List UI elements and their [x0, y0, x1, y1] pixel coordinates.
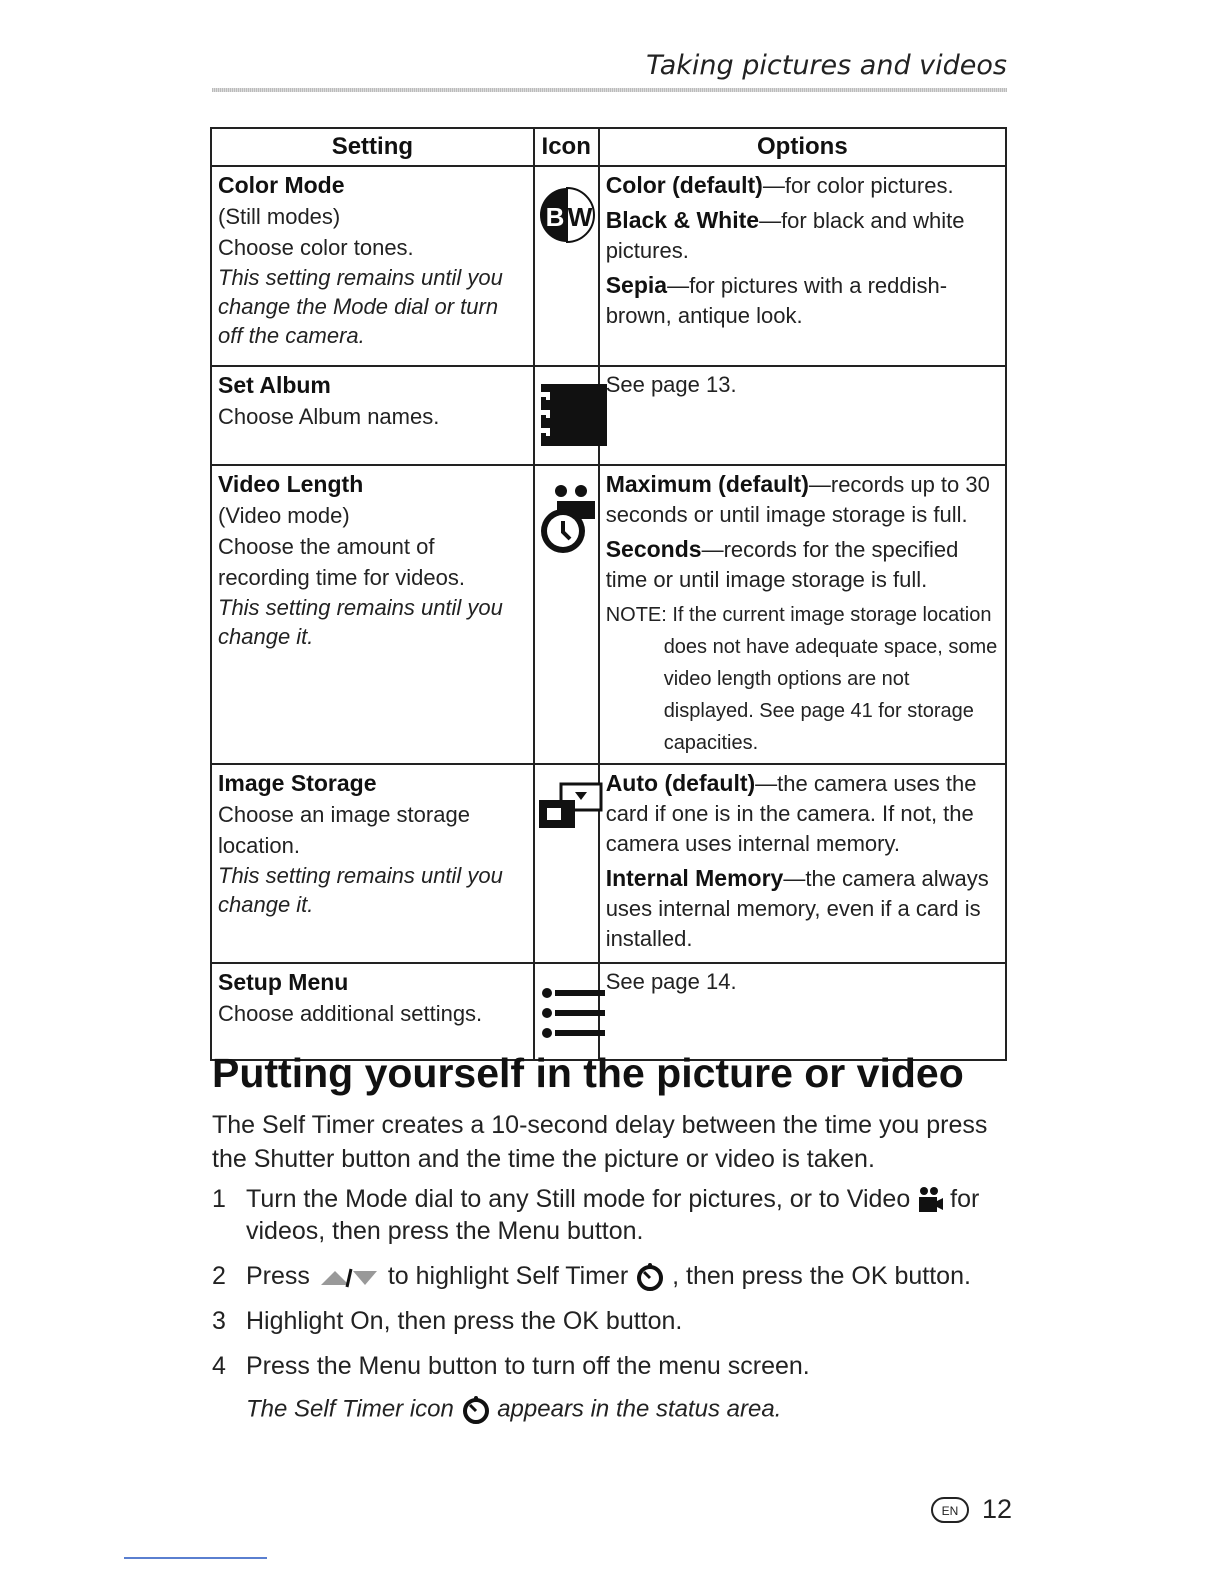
option-sepia: Sepia—for pictures with a reddish-brown, antique look. — [605, 272, 948, 328]
self-timer-icon — [635, 1262, 665, 1292]
options-cell — [599, 366, 1006, 465]
footer-rule — [124, 1557, 267, 1559]
svg-text:B: B — [545, 202, 565, 232]
self-timer-icon — [461, 1395, 491, 1425]
setting-description: Choose the amount of recording time for videos. — [218, 534, 465, 590]
settings-table — [210, 127, 1007, 1061]
page-header — [212, 50, 1007, 94]
icon-cell — [534, 963, 599, 1060]
step-result: The Self Timer icon appears in the status area. — [212, 1395, 1007, 1425]
language-code: EN — [941, 1504, 959, 1518]
setting-description: Choose color tones. — [218, 235, 414, 260]
options-cell — [599, 166, 1006, 366]
option-black-white: Black & White—for black and white pictures. — [605, 207, 965, 263]
table-row-color-mode — [211, 166, 1006, 366]
section-intro: The Self Timer creates a 10-second delay between the time you press the Shutter button and the time the picture or video is taken. — [212, 1111, 988, 1173]
setting-description: Choose an image storage location. — [218, 802, 470, 858]
option-color: Color (default)—for color pictures. — [605, 172, 954, 198]
language-badge-icon — [930, 1496, 970, 1526]
option-note: NOTE: If the current image storage location does not have adequate space, some video length options are not displayed. See page 41 for storage capacities. — [605, 604, 998, 754]
table-row-set-album — [211, 366, 1006, 465]
option-maximum: Maximum (default)—records up to 30 seconds or until image storage is full. — [605, 471, 990, 527]
options-cell — [599, 963, 1006, 1060]
setting-note: This setting remains until you change it. — [218, 863, 503, 917]
step-number: 2 — [212, 1262, 226, 1290]
column-header-icon: Icon — [534, 128, 599, 166]
setting-note: This setting remains until you change it. — [218, 595, 503, 649]
setting-cell — [211, 366, 534, 465]
header-rule — [212, 88, 1007, 92]
table-header-row — [211, 128, 1006, 166]
icon-cell — [534, 166, 599, 366]
table-row-image-storage — [211, 764, 1006, 963]
setting-cell — [211, 963, 534, 1060]
setup-list-icon — [537, 981, 607, 1047]
step-1: 1 Turn the Mode dial to any Still mode for pictures, or to Video for videos, then press the Menu button. — [212, 1185, 980, 1245]
icon-cell — [534, 764, 599, 963]
setting-note: This setting remains until you change the Mode dial or turn off the camera. — [218, 265, 503, 348]
step-2: 2 Press to highlight Self Timer , then press the OK button. — [212, 1260, 1007, 1292]
step-number: 1 — [212, 1185, 226, 1213]
storage-icon — [535, 780, 605, 830]
step-number: 3 — [212, 1307, 226, 1336]
icon-cell — [534, 465, 599, 764]
setting-name: Video Length — [218, 471, 364, 497]
up-down-arrows-icon — [317, 1265, 381, 1289]
table-row-video-length — [211, 465, 1006, 764]
setting-name: Set Album — [218, 372, 331, 398]
header-title: Taking pictures and videos — [646, 50, 1007, 81]
setting-cell — [211, 465, 534, 764]
option-see-page: See page 13. — [605, 372, 737, 397]
setting-name: Color Mode — [218, 172, 345, 198]
option-see-page: See page 14. — [605, 969, 737, 994]
icon-cell — [534, 366, 599, 465]
step-3: 3 Highlight On, then press the OK button. — [212, 1307, 683, 1336]
option-internal-memory: Internal Memory—the camera always uses internal memory, even if a card is installed. — [605, 865, 989, 951]
step-number: 4 — [212, 1352, 226, 1381]
setting-mode: (Video mode) — [218, 503, 350, 528]
option-auto: Auto (default)—the camera uses the card if one is in the camera. If not, the camera uses internal memory. — [605, 770, 977, 856]
setting-mode: (Still modes) — [218, 204, 341, 229]
steps-list — [212, 1183, 1007, 1425]
section-title: Putting yourself in the picture or video — [212, 1050, 964, 1096]
video-timer-icon — [539, 479, 601, 561]
setting-cell — [211, 166, 534, 366]
column-header-options: Options — [599, 128, 1006, 166]
video-mode-icon — [917, 1186, 943, 1214]
setting-cell — [211, 764, 534, 963]
bw-icon — [537, 184, 599, 248]
table-row-setup-menu — [211, 963, 1006, 1060]
album-icon — [537, 380, 607, 446]
svg-text:W: W — [567, 202, 593, 232]
setting-name: Setup Menu — [218, 969, 349, 995]
setting-description: Choose additional settings. — [218, 1001, 483, 1026]
setting-description: Choose Album names. — [218, 404, 440, 429]
column-header-setting: Setting — [211, 128, 534, 166]
options-cell — [599, 465, 1006, 764]
options-cell — [599, 764, 1006, 963]
step-4: 4 Press the Menu button to turn off the menu screen. — [212, 1352, 810, 1381]
setting-name: Image Storage — [218, 770, 377, 796]
option-seconds: Seconds—records for the specified time or until image storage is full. — [605, 536, 959, 592]
page-number: 12 — [982, 1494, 1013, 1524]
